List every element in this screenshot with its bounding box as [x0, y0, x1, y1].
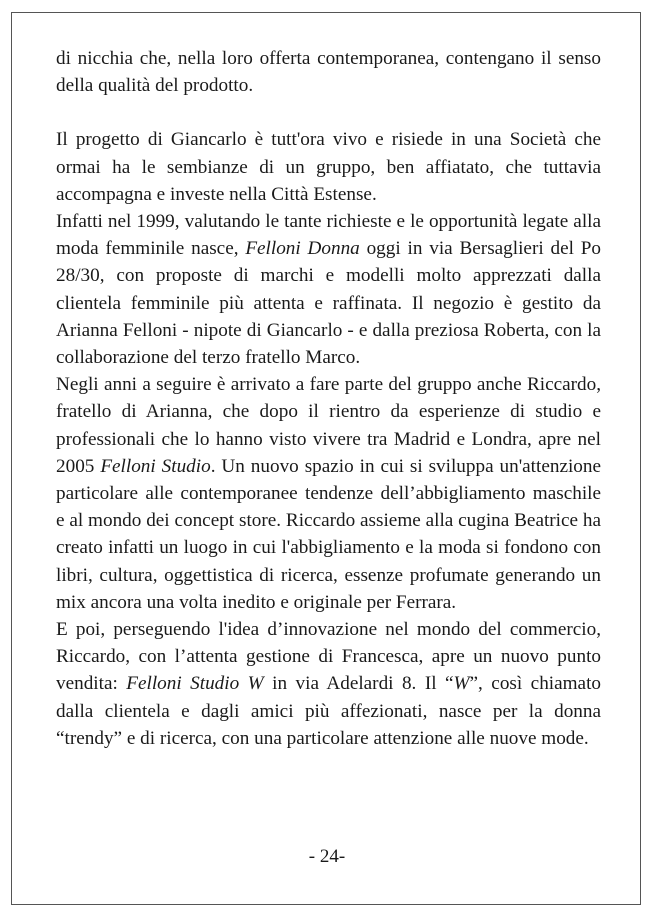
text-run: Infatti nel 1999, valutando le tante richieste e le opportunità legate alla moda femminile nasce,: [56, 211, 601, 260]
italic-text: Felloni Studio: [100, 455, 211, 477]
italic-text: Felloni Donna: [245, 238, 360, 260]
paragraph: [56, 208, 601, 371]
paragraph: [56, 126, 601, 208]
text-run: in via Adelardi 8. Il “: [263, 673, 454, 695]
text-run: E poi, perseguendo l'idea d’innovazione nel mondo del commercio, Riccardo, con l’attenta gestione di Francesca, apre un nuovo punto vendita:: [56, 619, 601, 695]
page-number: - 24-: [308, 846, 346, 867]
text-run: Negli anni a seguire è arrivato a fare parte del gruppo anche Riccardo, fratello di Arianna, che dopo il rientro da esperienze di studio e professionali che lo hanno visto vivere tra Madrid e Londra, apre nel 2005: [56, 374, 601, 477]
text-run: ”, così chiamato dalla clientela e dagli amici più affezionati, nasce per la donna “trendy” e di ricerca, con una particolare attenzione alle nuove mode.: [56, 673, 601, 749]
italic-text: W: [453, 673, 470, 695]
text-run: oggi in via Bersaglieri del Po 28/30, con proposte di marchi e modelli molto apprezzati dalla clientela femminile più attenta e raffinata. Il negozio è gestito da Arianna Felloni - nipote di Giancarlo - e dalla preziosa Roberta, con la collaborazione del terzo fratello Marco.: [56, 238, 601, 369]
paragraph: [56, 45, 601, 99]
text-run: Il progetto di Giancarlo è tutt'ora vivo e risiede in una Società che ormai ha le sembianze di un gruppo, ben affiatato, che tuttavia accompagna e investe nella Città Estense.: [56, 129, 601, 205]
italic-text: Felloni Studio W: [126, 673, 264, 695]
paragraph: [56, 371, 601, 616]
text-run: di nicchia che, nella loro offerta contemporanea, contengano il senso della qualità del prodotto.: [56, 48, 601, 97]
paragraph: [56, 616, 601, 752]
text-run: . Un nuovo spazio in cui si sviluppa un'attenzione particolare alle contemporanee tendenze dell’abbigliamento maschile e al mondo dei concept store. Riccardo assieme alla cugina Beatrice ha creato infatti un luogo in cui l'abbigliamento e la moda si fondono con libri, cultura, oggettistica di ricerca, essenze profumate generando un mix ancora una volta inedito e originale per Ferrara.: [56, 455, 602, 613]
body-text: [56, 45, 601, 752]
